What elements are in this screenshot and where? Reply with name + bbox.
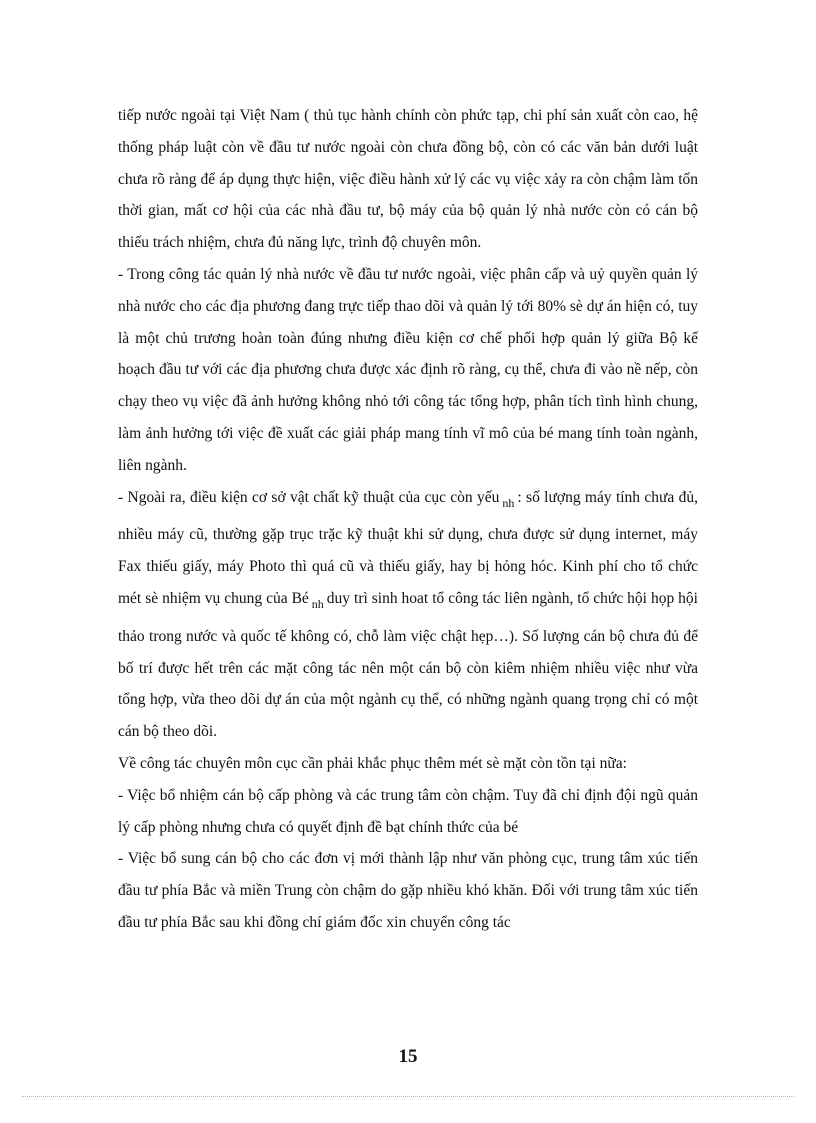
body-text bbox=[118, 100, 698, 939]
paragraph-2: - Trong công tác quản lý nhà nước về đầu tư nước ngoài, việc phân cấp và uỷ quyền quản lý nhà nước cho các địa phương đang trực tiếp thao dõi và quản lý tới 80% sè dự án hiện có, tuy là một chủ trương hoàn toàn đúng nhưng điều kiện cơ chế phối hợp quản lý giữa Bộ kế hoạch đầu tư với các địa phương chưa được xác định rõ ràng, cụ thể, chưa đi vào nề nếp, còn chạy theo vụ việc đã ảnh hưởng không nhỏ tới công tác tổng hợp, phân tích tình hình chung, làm ảnh hưởng tới việc đề xuất các giải pháp mang tính vĩ mô của bé mang tính toàn ngành, liên ngành. bbox=[118, 265, 698, 474]
paragraph-4: Về công tác chuyên môn cục cần phải khắc phục thêm mét sè mặt còn tồn tại nữa: bbox=[118, 754, 627, 772]
paragraph-3-part-2: : số lượng máy tính chưa đủ, nhiều máy cũ, thường gặp trục trặc kỹ thuật khi sử dụng, chưa được sử dụng internet, máy Fax thiếu giấy, máy Photo thì quá cũ và thiếu giấy, hay bị hỏng hóc. Kinh phí cho tổ chức mét sè nhiệm vụ chung của Bé bbox=[118, 488, 699, 607]
paragraph-5: - Việc bổ nhiệm cán bộ cấp phòng và các trung tâm còn chậm. Tuy đã chỉ định đội ngũ quản lý cấp phòng nhưng chưa có quyết định đề bạt chính thức của bé bbox=[118, 786, 698, 836]
paragraph-3-part-1: - Ngoài ra, điều kiện cơ sở vật chất kỹ thuật của cục còn yếu bbox=[118, 488, 500, 506]
subscript-nh-1: nh bbox=[502, 495, 515, 510]
paragraph-3-part-3: duy trì sinh hoat tổ công tác liên ngành, tổ chức hội họp hội thảo trong nước và quốc tế không có, chỗ làm việc chật hẹp…). Số lượng cán bộ chưa đủ để bố trí được hết trên các mặt công tác nên một cán bộ còn kiêm nhiệm nhiều việc như vừa tổng hợp, vừa theo dõi dự án của một ngành cụ thể, có những ngành quang trọng chỉ có một cán bộ theo dõi. bbox=[118, 589, 698, 741]
page-number: 15 bbox=[398, 1046, 418, 1067]
paragraph-3 bbox=[118, 482, 698, 748]
footer-divider bbox=[22, 1096, 794, 1097]
paragraph-1: tiếp nước ngoài tại Việt Nam ( thủ tục hành chính còn phức tạp, chi phí sản xuất còn cao, hệ thống pháp luật còn về đầu tư nước ngoài còn chưa đồng bộ, còn có các văn bản dưới luật chưa rõ ràng để áp dụng thực hiện, việc điều hành xử lý các vụ việc xảy ra còn chậm làm tốn thời gian, mất cơ hội của các nhà đầu tư, bộ máy của bộ quản lý nhà nước còn có cán bộ thiếu trách nhiệm, chưa đủ năng lực, trình độ chuyên môn. bbox=[118, 107, 698, 252]
subscript-nh-2: nh bbox=[311, 596, 324, 611]
paragraph-6: - Việc bổ sung cán bộ cho các đơn vị mới thành lập như văn phòng cục, trung tâm xúc tiến đầu tư phía Bắc và miền Trung còn chậm do gặp nhiều khó khăn. Đối với trung tâm xúc tiến đầu tư phía Bắc sau khi đồng chí giám đốc xin chuyển công tác bbox=[118, 850, 698, 931]
